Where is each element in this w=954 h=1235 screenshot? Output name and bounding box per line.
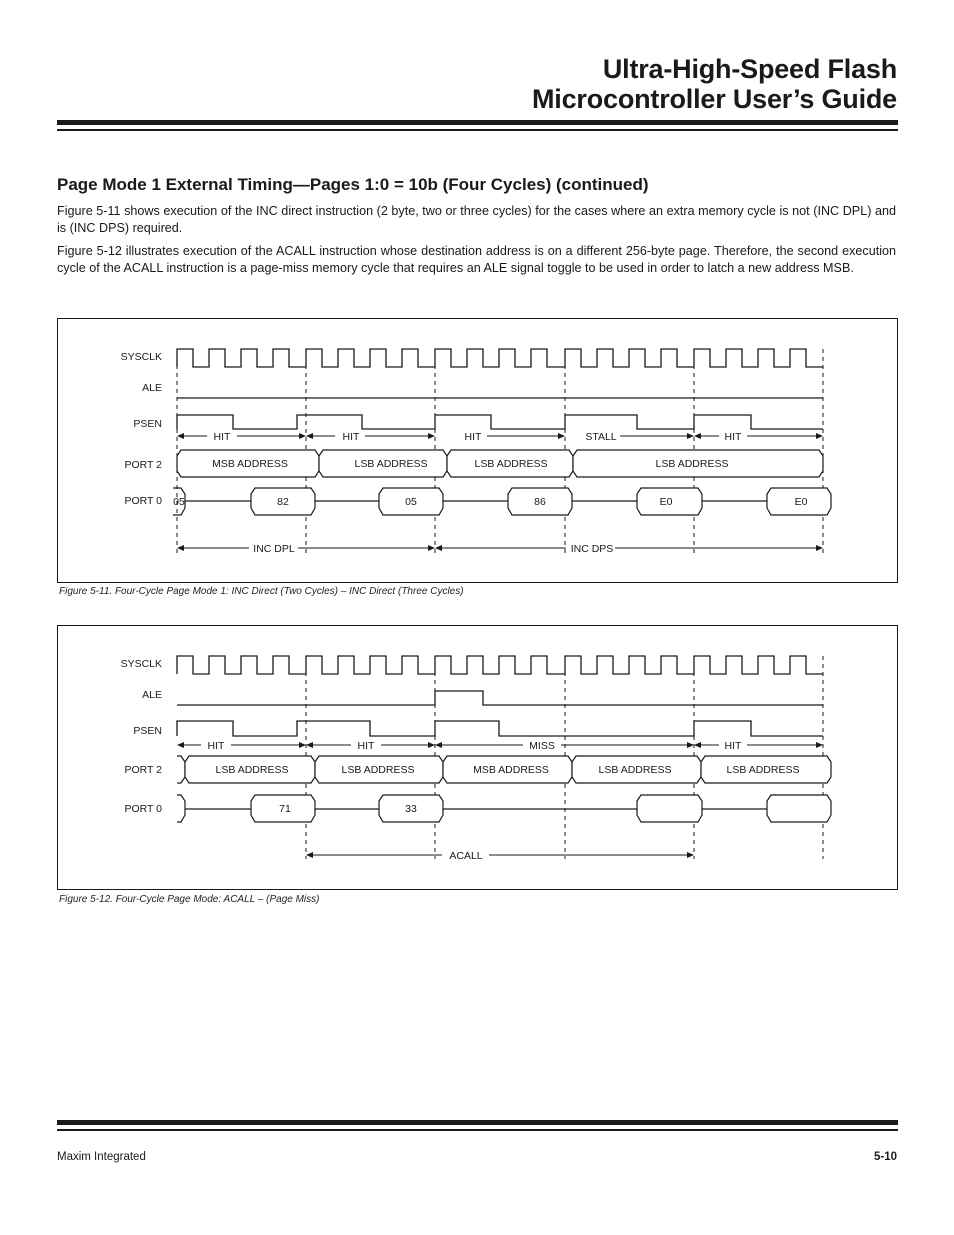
paragraph-1: Figure 5-11 shows execution of the INC direct instruction (2 byte, two or three cycles) for the cases where an extra memory cycle is not (INC DPL) and is (INC DPS) required. [57, 204, 896, 235]
footer-company: Maxim Integrated [57, 1151, 146, 1163]
port2-value-4: LSB ADDRESS [598, 764, 672, 776]
psen-label-hit-1: HIT [213, 431, 231, 443]
sysclk-waveform [177, 349, 823, 367]
port2-value-1: LSB ADDRESS [215, 764, 289, 776]
signal-label-sysclk: SYSCLK [120, 351, 162, 363]
psen-waveform [177, 721, 823, 736]
signal-label-port2: PORT 2 [124, 459, 162, 471]
ale-waveform [177, 691, 823, 705]
figure-5-12-caption: Figure 5-12. Four-Cycle Page Mode: ACALL – (Page Miss) [59, 894, 320, 905]
port2-value-2: LSB ADDRESS [354, 458, 428, 470]
signal-label-port2: PORT 2 [124, 764, 162, 776]
timing-diagram-5-11 [58, 319, 897, 582]
port2-value-1: MSB ADDRESS [212, 458, 288, 470]
title-line-1: Ultra-High-Speed Flash [602, 54, 897, 84]
span-label-acall: ACALL [449, 850, 483, 862]
figure-5-11-caption: Figure 5-11. Four-Cycle Page Mode 1: INC Direct (Two Cycles) – INC Direct (Three Cycles) [59, 586, 464, 597]
signal-label-port0: PORT 0 [124, 495, 162, 507]
figure-5-12 [57, 625, 898, 890]
port0-value-2: 33 [405, 803, 417, 815]
figure-5-11 [57, 318, 898, 583]
psen-label-hit-4: HIT [724, 431, 742, 443]
span-label-inc-dpl: INC DPL [253, 543, 295, 555]
signal-label-sysclk: SYSCLK [120, 658, 162, 670]
psen-waveform [177, 415, 823, 429]
footer-rule-thin [57, 1129, 898, 1131]
signal-label-port0: PORT 0 [124, 803, 162, 815]
sysclk-waveform [177, 656, 823, 674]
signal-label-psen: PSEN [133, 418, 162, 430]
signal-label-ale: ALE [142, 382, 162, 394]
signal-label-psen: PSEN [133, 725, 162, 737]
section-heading: Page Mode 1 External Timing—Pages 1:0 = 10b (Four Cycles) (continued) [57, 175, 649, 194]
port0-value-1: 71 [279, 803, 291, 815]
psen-label-hit-1: HIT [207, 740, 225, 752]
port2-value-3: MSB ADDRESS [473, 764, 549, 776]
port0-value-4: E0 [659, 496, 673, 508]
span-label-inc-dps: INC DPS [570, 543, 614, 555]
port2-value-3: LSB ADDRESS [474, 458, 548, 470]
psen-label-hit-3: HIT [724, 740, 742, 752]
port2-value-5: LSB ADDRESS [726, 764, 800, 776]
footer-rule-thick [57, 1120, 898, 1125]
timing-diagram-5-12 [58, 626, 897, 889]
port0-start-value: 05 [173, 496, 185, 508]
port2-value-2: LSB ADDRESS [341, 764, 415, 776]
paragraph-2: Figure 5-12 illustrates execution of the ACALL instruction whose destination address is on a different 256-byte page. Therefore, the second execution cycle of the ACALL instruction is a page-miss memory cycle that requires an ALE signal toggle to be used in order to latch a new address MSB. [57, 244, 896, 275]
port0-value-5: E0 [794, 496, 808, 508]
psen-label-miss: MISS [529, 740, 555, 752]
psen-label-hit-2: HIT [357, 740, 375, 752]
port2-value-4: LSB ADDRESS [655, 458, 729, 470]
document-title [532, 54, 897, 114]
signal-label-ale: ALE [142, 689, 162, 701]
header-rule-thin [57, 129, 898, 131]
port0-value-1: 82 [277, 496, 289, 508]
footer-page-number: 5-10 [873, 1151, 897, 1163]
header-rule-thick [57, 120, 898, 125]
title-line-2: Microcontroller User’s Guide [532, 84, 897, 114]
psen-label-stall: STALL [585, 431, 617, 443]
port0-value-2: 05 [405, 496, 417, 508]
port0-value-3: 86 [534, 496, 546, 508]
psen-label-hit-2: HIT [342, 431, 360, 443]
psen-label-hit-3: HIT [464, 431, 482, 443]
